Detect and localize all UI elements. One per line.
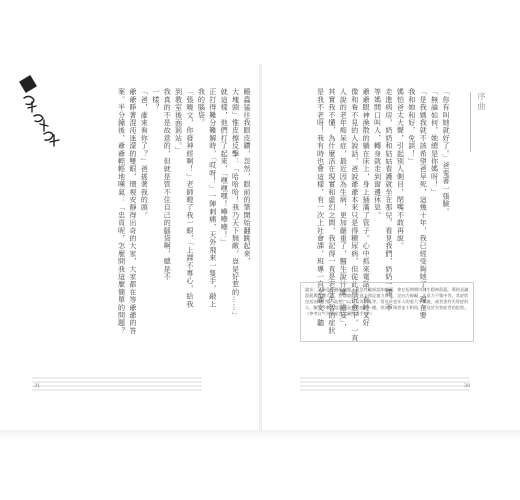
footer-pattern-right <box>300 372 470 394</box>
footnote-box <box>300 282 474 342</box>
right-page-number: 30 <box>464 383 471 389</box>
left-page-body: 睡蟲猛往我眼皮鑽，忽然，眼前的筆開始翻跳起來， 大塊頭」惟皮擦反擊：「哈哈哈！我乃天下無敵，豈是好惹的……」 就這樣，他們打了起來，「嘿嘿嘿！嘩嘩嘩！」 正打得難分難解時，「哎呀！」一陣刺痛，天外飛來一隻手，敲上 我的腦袋。 「張曉文，你發神經啊！」老師瞪了我一眼，「上課不專心，給我 到教室後面罰站。」 我真的不是故意的，但就是管不住自己的腦袋啊，總是不 一樣？ 「爸，誰來看你了？」爸搖著我的頭。 爺爺睜著混沌迷濛的雙眼，環視安靜得出奇的大家，大家都在等爺爺的答 案。半分鐘後，爺爺輕輕地嘆氣：「忠貢呢，怎麼問我這麼簡單的問題？ <box>117 88 252 335</box>
running-title-rule <box>470 92 471 152</box>
right-page-body: 「你有叫她就好了。」爸鬼著一張臉。 「無論如何，她總是你媽呀！」 「是我媽我就不該希望爸早死，這幾十年，我已經受夠她了，現在要 我和她和好，免談！」 媽怕爸太大聲，引起別人側目，閉嘴不敢再說。 走進病房，奶奶和姑姑看護就坐在那兒，看見我們，奶奶一愣，不 等媽開口叫人，轉身就走到窗邊休息。 爺爺眼神渙散的躺在床上，身上插滿了管子。心中抓來電話，有時又好 像和看不見的人說話，爸說爺爺本來只是得糖尿病，但從此每況愈下，一直 人說的老年痴呆症，最近因為生病，更加嚴重了，醫生說什麼「譫妄」， 其實我不懂，為什麼活在現實和虛幻之間，我記得一直是老年失智的症狀 是我不老呀！我有時也會這樣，有一次上社會課，班導一直念課文，聽 <box>316 88 451 343</box>
book-title-logo <box>14 72 74 152</box>
footnote-text: 譫妄：又稱急性錯亂狀態，是急性腦部認知障礙，會在短期間內發生精神混亂，導致意識混亂與身體大腦，對環境的注意力和記憶力降低，定向力障礙、注意力不集中等。其症狀包括出現幻覺、妄想，以及行為錯亂等。常見於老年人的重大手術後，或者患有失智症的人。雖然多數人認為這是失智症的一種，但其實兩者並不相同，常見於失智症者的症狀。（參考自《失智症者家屬照護手冊》） <box>305 287 469 317</box>
page-bottom-shadow <box>0 430 520 440</box>
footer-pattern-left <box>32 372 202 394</box>
running-title: 序曲 <box>477 92 486 112</box>
left-page-number: 31 <box>34 383 41 389</box>
